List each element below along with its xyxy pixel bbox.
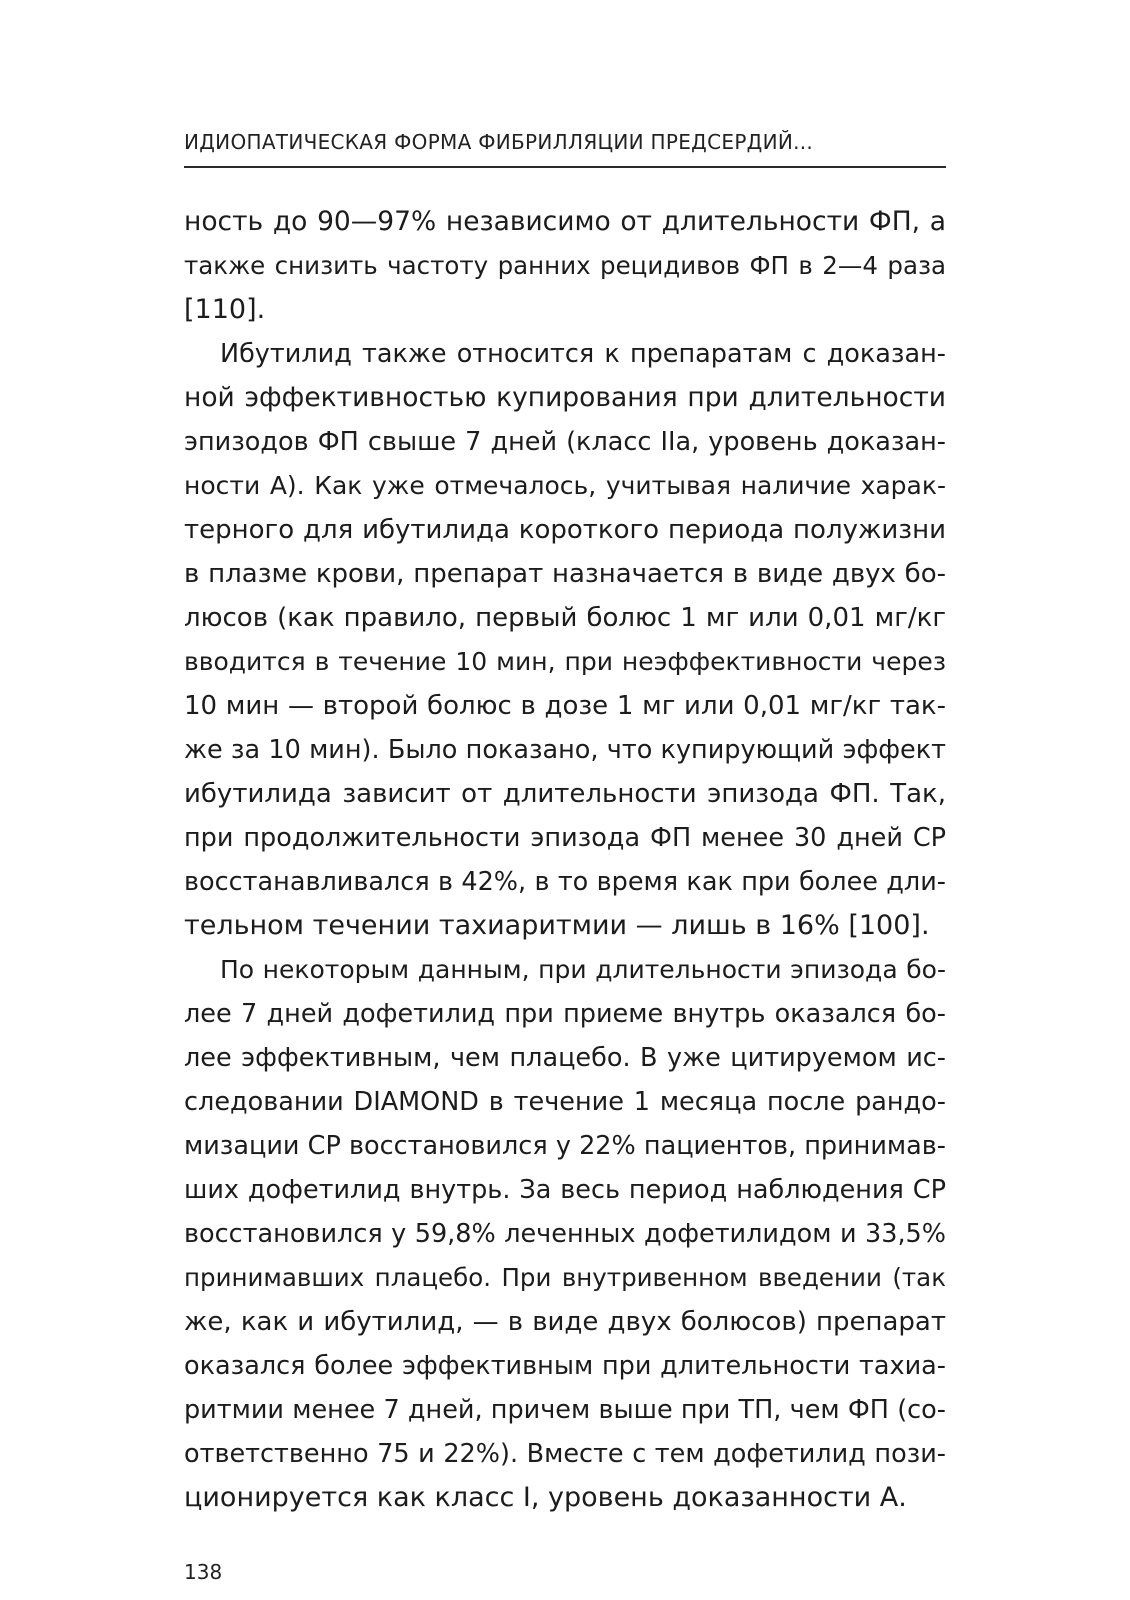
text-line: же, как и ибутилид, — в виде двух болюсов) препарат <box>184 1307 946 1337</box>
text-line: терного для ибутилида короткого периода полужизни <box>184 515 946 545</box>
page-number: 138 <box>184 1560 223 1584</box>
text-line: ности А). Как уже отмечалось, учитывая наличие харак- <box>184 471 946 500</box>
text-line: 10 мин — второй болюс в дозе 1 мг или 0,01 мг/кг так- <box>184 691 946 721</box>
text-line: ной эффективностью купирования при длительности <box>184 382 946 413</box>
text-line: принимавших плацебо. При внутривенном введении (так <box>184 1263 946 1292</box>
text-line: ционируется как класс I, уровень доказанности А. <box>184 1482 907 1513</box>
text-line: восстановился у 59,8% леченных дофетилидом и 33,5% <box>184 1219 946 1249</box>
text-line: люсов (как правило, первый болюс 1 мг или 0,01 мг/кг <box>184 603 946 633</box>
text-line: ибутилида зависит от длительности эпизода ФП. Так, <box>184 779 946 809</box>
text-line: тельном течении тахиаритмии — лишь в 16% [100]. <box>184 910 930 941</box>
text-line: ответственно 75 и 22%). Вместе с тем дофетилид пози- <box>184 1439 946 1469</box>
text-line: эпизодов ФП свыше 7 дней (класс IIa, уровень доказан- <box>184 427 946 457</box>
text-line: лее эффективным, чем плацебо. В уже цитируемом ис- <box>184 1043 946 1073</box>
text-line: лее 7 дней дофетилид при приеме внутрь оказался бо- <box>184 999 946 1029</box>
text-line: вводится в течение 10 мин, при неэффективности через <box>184 647 946 676</box>
paragraph-start-line: По некоторым данным, при длительности эпизода бо- <box>220 955 946 984</box>
text-line: в плазме крови, препарат назначается в виде двух бо- <box>184 559 946 589</box>
text-line: также снизить частоту ранних рецидивов ФП в 2—4 раза <box>184 251 946 280</box>
paragraph-start-line: Ибутилид также относится к препаратам с доказан- <box>220 339 946 369</box>
text-line: следовании DIAMOND в течение 1 месяца после рандо- <box>184 1087 946 1117</box>
text-line: ритмии менее 7 дней, причем выше при ТП, чем ФП (со- <box>184 1395 946 1425</box>
text-line: мизации СР восстановился у 22% пациентов, принимав- <box>184 1131 946 1161</box>
text-line: же за 10 мин). Было показано, что купирующий эффект <box>184 735 946 765</box>
text-line: при продолжительности эпизода ФП менее 30 дней СР <box>184 823 946 853</box>
text-line: оказался более эффективным при длительности тахиа- <box>184 1351 946 1381</box>
text-line: [110]. <box>184 294 266 325</box>
text-line: ность до 90—97% независимо от длительности ФП, а <box>184 206 946 237</box>
running-header <box>184 118 946 168</box>
text-line: ших дофетилид внутрь. За весь период наблюдения СР <box>184 1175 946 1205</box>
text-line: восстанавливался в 42%, в то время как при более дли- <box>184 867 946 897</box>
running-title: ИДИОПАТИЧЕСКАЯ ФОРМА ФИБРИЛЛЯЦИИ ПРЕДСЕРДИЙ... <box>184 130 814 154</box>
